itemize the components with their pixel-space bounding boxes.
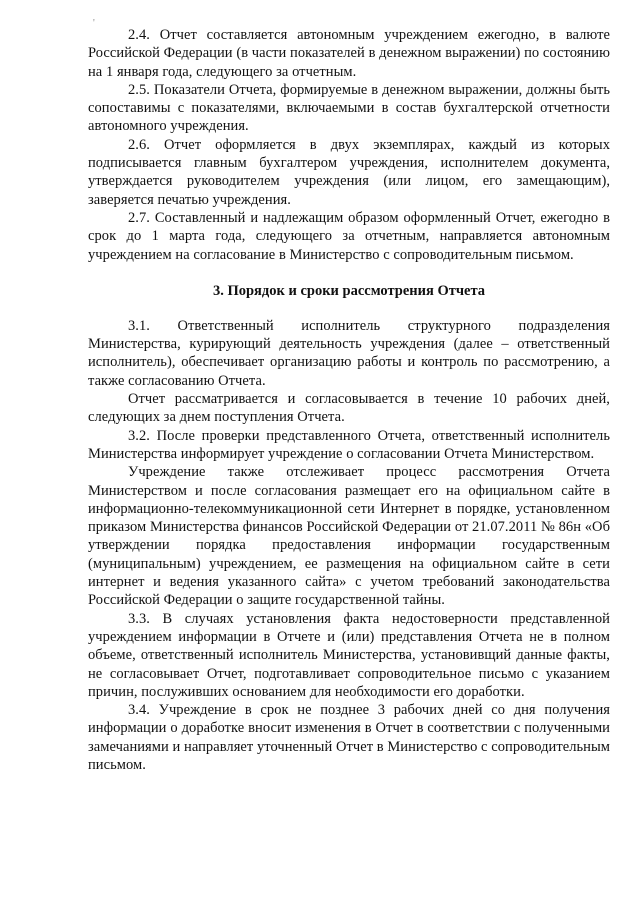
paragraph-3-2: 3.2. После проверки представленного Отчета, ответственный исполнитель Министерства информирует учреждение о согласовании Отчета Министерством. [88,427,610,462]
section-3-body [88,317,610,774]
paragraph-2-4: 2.4. Отчет составляется автономным учреждением ежегодно, в валюте Российской Федерации (в части показателей в денежном выражении) по состоянию на 1 января года, следующего за отчетным. [88,27,610,80]
section-3-heading: 3. Порядок и сроки рассмотрения Отчета [212,282,486,299]
scan-mark: ' [93,18,95,29]
paragraph-3-1: 3.1. Ответственный исполнитель структурного подразделения Министерства, курирующий деятельность учреждения (далее – ответственный исполнитель), обеспечивает организацию работы и контроль по рассмотрению, а также согласованию Отчета. [88,317,610,389]
paragraph-3-2-publication: Учреждение также отслеживает процесс рассмотрения Отчета Министерством и после согласования размещает его на официальном сайте в информационно-телекоммуникационной сети Интернет в порядке, установленном приказом Министерства финансов Российской Федерации от 21.07.2011 № 86н «Об утверждении порядка предоставления информации государственным (муниципальным) учреждением, ее размещения на официальном сайте в сети интернет и ведения указанного сайта» с учетом требований законодательства Российской Федерации о защите государственной тайны. [88,464,610,609]
paragraph-3-3: 3.3. В случаях установления факта недостоверности представленной учреждением информации в Отчете и (или) представления Отчета не в полном объеме, ответственный исполнитель Министерства, установивщий данные факты, не согласовывает Отчет, подготавливает сопроводительное письмо с указанием причин, послуживших основанием для необходимости его доработки. [88,610,610,700]
paragraph-2-6: 2.6. Отчет оформляется в двух экземплярах, каждый из которых подписывается главным бухгалтером учреждения, исполнителем документа, утверждается руководителем учреждения (или лицом, его замещающим), заверяется печатью учреждения. [88,136,610,208]
paragraph-2-7: 2.7. Составленный и надлежащим образом оформленный Отчет, ежегодно в срок до 1 марта года, следующего за отчетным, направляется автономным учреждением на согласование в Министерство с сопроводительным письмом. [88,209,610,263]
section-2-body [88,26,610,264]
paragraph-2-5: 2.5. Показатели Отчета, формируемые в денежном выражении, должны быть сопоставимы с показателями, включаемыми в состав бухгалтерской отчетности автономного учреждения. [88,81,610,135]
paragraph-3-4: 3.4. Учреждение в срок не позднее 3 рабочих дней со дня получения информации о доработке вносит изменения в Отчет в соответствии с полученными замечаниями и направляет уточненный Отчет в Министерство с сопроводительным письмом. [88,702,610,773]
paragraph-3-1-review-period: Отчет рассматривается и согласовывается в течение 10 рабочих дней, следующих за днем поступления Отчета. [88,391,610,426]
document-page [88,26,610,774]
